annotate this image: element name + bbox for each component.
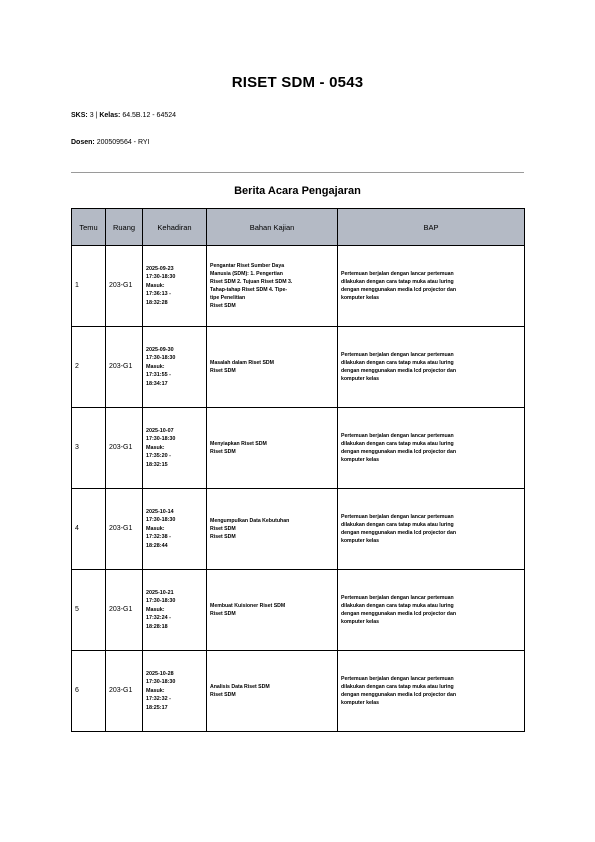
- bap-line: Pertemuan berjalan dengan lancar pertemuan: [341, 351, 454, 358]
- kelas-label: Kelas: [99, 112, 119, 119]
- cell-kehadiran: [143, 327, 207, 408]
- kehadiran-line: 17:35:20 -: [146, 453, 171, 460]
- table-row: [72, 651, 525, 732]
- bap-line: komputer kelas: [341, 619, 380, 626]
- bahan-line: Mengumpulkan Data Kebutuhan: [210, 517, 290, 524]
- bap-line: dilakukan dengan cara tatap muka atau luring: [341, 602, 454, 609]
- cell-temu: 2: [72, 327, 106, 408]
- kehadiran-line: 18:32:15: [146, 461, 168, 468]
- cell-bap: [338, 246, 525, 327]
- bahan-line: Menyiapkan Riset SDM: [210, 440, 267, 447]
- cell-temu: 4: [72, 489, 106, 570]
- bahan-line: tipe Penelitian: [210, 295, 246, 302]
- cell-bahan-kajian: [207, 246, 338, 327]
- cell-kehadiran: [143, 651, 207, 732]
- cell-ruang: 203-G1: [106, 246, 143, 327]
- bap-line: Pertemuan berjalan dengan lancar pertemuan: [341, 270, 454, 277]
- bap-line: Pertemuan berjalan dengan lancar pertemuan: [341, 675, 454, 682]
- cell-bahan-kajian: [207, 651, 338, 732]
- class-info-line: SKS: 3 | Kelas: 64.5B.12 - 64524: [71, 112, 177, 119]
- kehadiran-line: 17:30-18:30: [146, 355, 176, 362]
- cell-bap: [338, 327, 525, 408]
- table-row: [72, 408, 525, 489]
- header-bahan-kajian: Bahan Kajian: [207, 209, 338, 246]
- table-header-row: [72, 209, 525, 246]
- bap-line: komputer kelas: [341, 295, 380, 302]
- bap-line: dilakukan dengan cara tatap muka atau luring: [341, 683, 454, 690]
- bap-line: dilakukan dengan cara tatap muka atau luring: [341, 521, 454, 528]
- kehadiran-line: 18:32:28: [146, 299, 168, 306]
- bahan-line: Manusia (SDM): 1. Pengertian: [210, 270, 283, 277]
- cell-temu: 1: [72, 246, 106, 327]
- cell-kehadiran: [143, 489, 207, 570]
- bap-line: komputer kelas: [341, 457, 380, 464]
- bahan-line: Analisis Data Riset SDM: [210, 683, 270, 690]
- bahan-line: Riset SDM 2. Tujuan Riset SDM 3.: [210, 278, 293, 285]
- dosen-value: 200509564 - RYI: [96, 139, 150, 146]
- sks-value: 3: [89, 112, 94, 119]
- bap-line: dengan menggunakan media lcd projector dan: [341, 692, 457, 698]
- kehadiran-line: 2025-09-30: [146, 347, 174, 354]
- cell-ruang: 203-G1: [106, 327, 143, 408]
- section-title: Berita Acara Pengajaran: [234, 185, 361, 197]
- cell-temu: 6: [72, 651, 106, 732]
- cell-ruang: 203-G1: [106, 408, 143, 489]
- kehadiran-line: 18:28:44: [146, 542, 168, 549]
- kehadiran-line: 17:30-18:30: [146, 679, 176, 686]
- cell-kehadiran: [143, 408, 207, 489]
- kehadiran-line: 2025-10-28: [146, 671, 174, 678]
- document-title: RISET SDM - 0543: [231, 74, 364, 91]
- header-temu: Temu: [72, 209, 106, 246]
- cell-bap: [338, 570, 525, 651]
- kehadiran-line: Masuk:: [146, 606, 165, 613]
- bap-line: dengan menggunakan media lcd projector dan: [341, 287, 457, 293]
- bahan-line: Riset SDM: [210, 303, 236, 310]
- kehadiran-line: 17:30-18:30: [146, 436, 176, 443]
- kehadiran-line: 18:34:17: [146, 380, 168, 387]
- cell-bahan-kajian: [207, 408, 338, 489]
- sks-label: SKS: [71, 112, 86, 119]
- kelas-value: 64.5B.12 - 64524: [122, 112, 177, 119]
- bap-line: dengan menggunakan media lcd projector dan: [341, 611, 457, 617]
- cell-temu: 5: [72, 570, 106, 651]
- cell-ruang: 203-G1: [106, 489, 143, 570]
- kehadiran-line: 17:36:13 -: [146, 291, 171, 298]
- teaching-log-table: [71, 208, 525, 732]
- kehadiran-line: Masuk:: [146, 525, 165, 532]
- kehadiran-line: Masuk:: [146, 282, 165, 289]
- kehadiran-line: 17:32:32 -: [146, 696, 171, 703]
- kehadiran-line: 17:30-18:30: [146, 598, 176, 605]
- kehadiran-line: 17:32:38 -: [146, 534, 171, 541]
- kehadiran-line: Masuk:: [146, 687, 165, 694]
- cell-ruang: 203-G1: [106, 570, 143, 651]
- bap-line: dilakukan dengan cara tatap muka atau luring: [341, 359, 454, 366]
- header-bap: BAP: [338, 209, 525, 246]
- kehadiran-line: 17:31:55 -: [146, 372, 171, 379]
- table-row: [72, 570, 525, 651]
- bahan-line: Riset SDM: [210, 525, 236, 532]
- bahan-line: Membuat Kuisioner Riset SDM: [210, 602, 286, 609]
- bap-line: dilakukan dengan cara tatap muka atau luring: [341, 440, 454, 447]
- cell-kehadiran: [143, 570, 207, 651]
- cell-bap: [338, 489, 525, 570]
- bahan-line: Masalah dalam Riset SDM: [210, 359, 275, 366]
- bahan-line: Riset SDM: [210, 449, 236, 455]
- bap-line: dengan menggunakan media lcd projector dan: [341, 368, 457, 374]
- dosen-label: Dosen: [71, 139, 93, 146]
- kehadiran-line: 2025-10-07: [146, 428, 174, 435]
- lecturer-info-line: Dosen: 200509564 - RYI: [71, 139, 150, 146]
- cell-bap: [338, 651, 525, 732]
- kehadiran-line: 2025-10-21: [146, 590, 174, 597]
- bahan-line: Riset SDM: [210, 534, 236, 541]
- header-kehadiran: Kehadiran: [143, 209, 207, 246]
- table-row: [72, 489, 525, 570]
- bap-line: dengan menggunakan media lcd projector dan: [341, 530, 457, 536]
- bahan-line: Riset SDM: [210, 368, 236, 374]
- bap-line: Pertemuan berjalan dengan lancar pertemuan: [341, 513, 454, 520]
- cell-temu: 3: [72, 408, 106, 489]
- cell-kehadiran: [143, 246, 207, 327]
- bap-line: komputer kelas: [341, 700, 380, 707]
- kehadiran-line: 2025-10-14: [146, 509, 174, 516]
- cell-bahan-kajian: [207, 570, 338, 651]
- bahan-line: Riset SDM: [210, 611, 236, 617]
- bap-line: dengan menggunakan media lcd projector dan: [341, 449, 457, 455]
- kehadiran-line: 18:28:18: [146, 623, 168, 630]
- kehadiran-line: 17:30-18:30: [146, 517, 176, 524]
- kehadiran-line: 17:30-18:30: [146, 274, 176, 281]
- bahan-line: Pengantar Riset Sumber Daya: [210, 262, 285, 269]
- bahan-line: Riset SDM: [210, 692, 236, 698]
- bap-line: Pertemuan berjalan dengan lancar pertemuan: [341, 432, 454, 439]
- cell-ruang: 203-G1: [106, 651, 143, 732]
- header-ruang: Ruang: [106, 209, 143, 246]
- bap-line: komputer kelas: [341, 538, 380, 545]
- kehadiran-line: Masuk:: [146, 444, 165, 451]
- cell-bahan-kajian: [207, 489, 338, 570]
- table-row: [72, 327, 525, 408]
- kehadiran-line: 17:32:24 -: [146, 615, 171, 622]
- cell-bahan-kajian: [207, 327, 338, 408]
- bahan-line: Tahap-tahap Riset SDM 4. Tipe-: [210, 287, 288, 293]
- bap-line: Pertemuan berjalan dengan lancar pertemuan: [341, 594, 454, 601]
- bap-line: komputer kelas: [341, 376, 380, 383]
- table-row: [72, 246, 525, 327]
- bap-line: dilakukan dengan cara tatap muka atau luring: [341, 278, 454, 285]
- kehadiran-line: 18:25:17: [146, 704, 168, 711]
- kehadiran-line: 2025-09-23: [146, 266, 174, 273]
- divider: [71, 172, 524, 173]
- cell-bap: [338, 408, 525, 489]
- kehadiran-line: Masuk:: [146, 363, 165, 370]
